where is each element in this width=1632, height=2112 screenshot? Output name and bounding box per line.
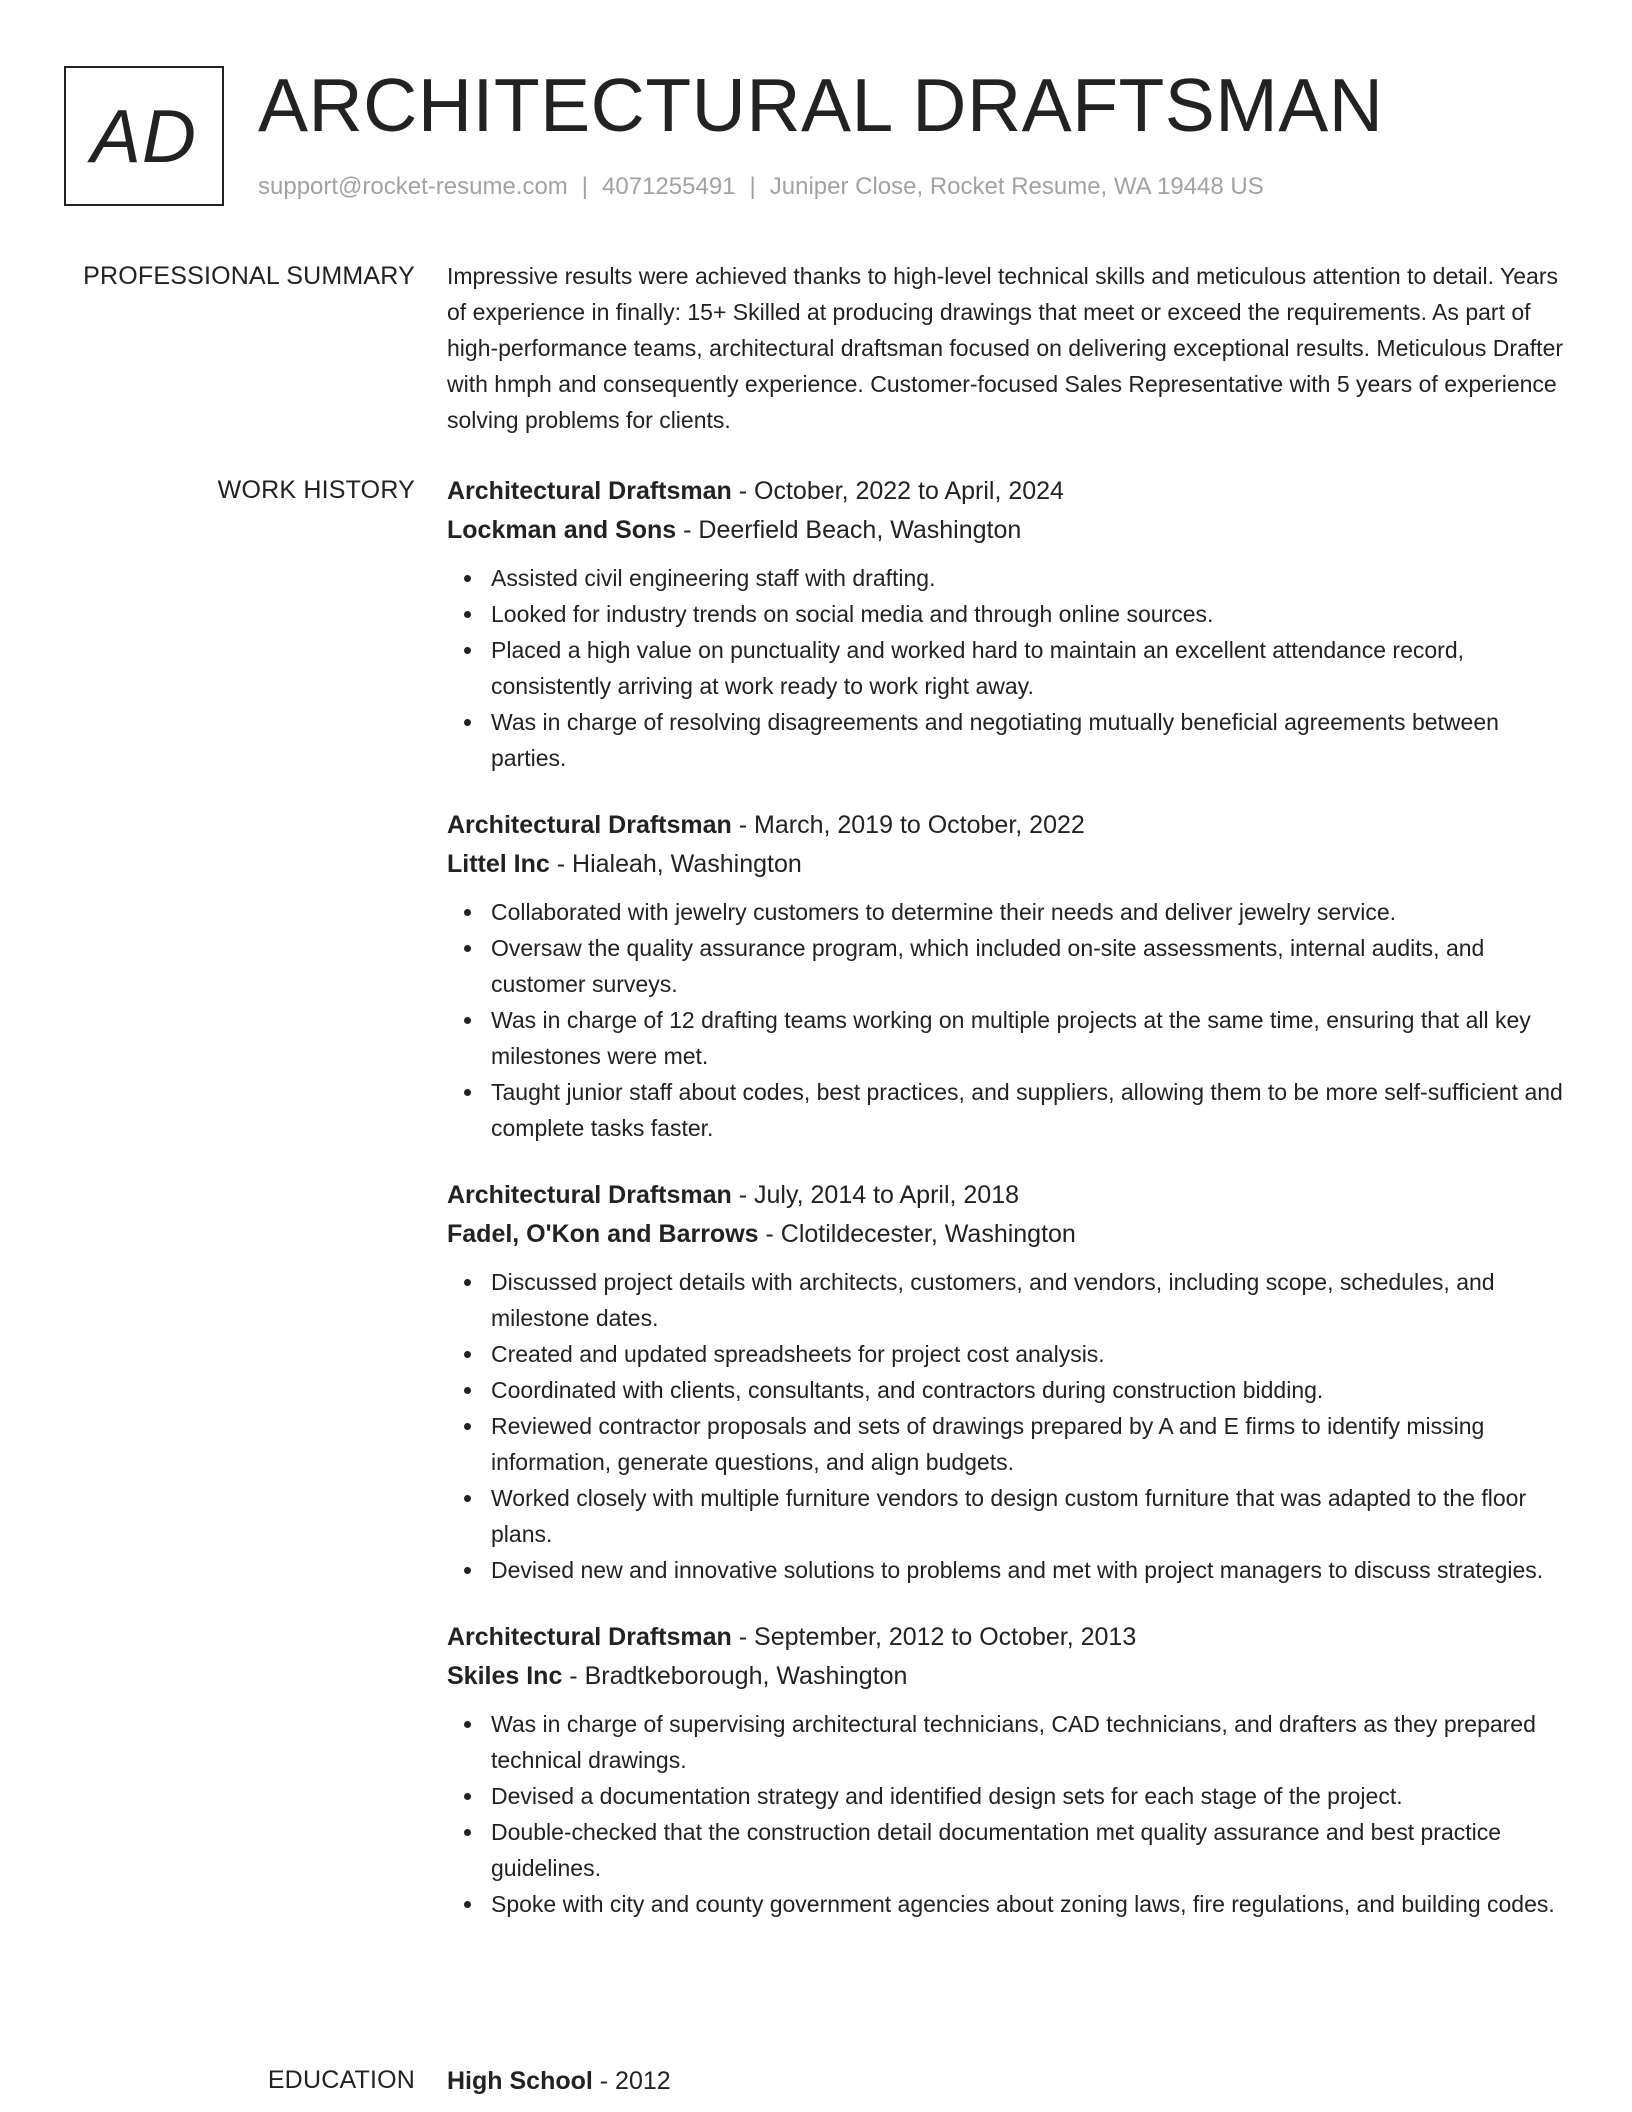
bullet-item: Reviewed contractor proposals and sets of drawings prepared by A and E firms to identify missing information, generate questions, and align budgets. <box>491 1408 1567 1480</box>
summary-text: Impressive results were achieved thanks to high-level technical skills and meticulous attention to detail. Years of experience in finally: 15+ Skilled at producing drawings that meet or exceed the requirements. As part of high-performance teams, architectural draftsman focused on delivering exceptional results. Meticulous Drafter with hmph and consequently experience. Customer-focused Sales Representative with 5 years of experience solving problems for clients. <box>447 263 1564 433</box>
bullet-item: Devised a documentation strategy and identified design sets for each stage of the project. <box>491 1778 1567 1814</box>
job-location: - Bradtkeborough, Washington <box>562 1662 908 1690</box>
job-company-line <box>447 511 1567 550</box>
job-dates: - July, 2014 to April, 2018 <box>731 1181 1020 1209</box>
job-company: Fadel, O'Kon and Barrows <box>447 1220 759 1248</box>
job-bullets <box>447 1706 1567 1922</box>
bullet-item: Was in charge of 12 drafting teams working on multiple projects at the same time, ensuring that all key milestones were met. <box>491 1002 1567 1074</box>
section-content <box>447 258 1567 438</box>
bullet-item: Collaborated with jewelry customers to determine their needs and deliver jewelry service. <box>491 894 1567 930</box>
contact-address: Juniper Close, Rocket Resume, WA 19448 US <box>769 173 1264 200</box>
bullet-item: Discussed project details with architects, customers, and vendors, including scope, schedules, and milestone dates. <box>491 1264 1567 1336</box>
education-degree: High School <box>447 2067 593 2095</box>
bullet-item: Spoke with city and county government agencies about zoning laws, fire regulations, and building codes. <box>491 1886 1567 1922</box>
bullet-item: Created and updated spreadsheets for project cost analysis. <box>491 1336 1567 1372</box>
section-heading: PROFESSIONAL SUMMARY <box>83 262 415 290</box>
job-dates: - October, 2022 to April, 2024 <box>731 477 1064 505</box>
job-entry <box>447 806 1567 1146</box>
job-company-line <box>447 1215 1567 1254</box>
job-location: - Deerfield Beach, Washington <box>676 516 1022 544</box>
job-location: - Clotildecester, Washington <box>758 1220 1076 1248</box>
job-bullets <box>447 560 1567 776</box>
contact-phone: 4071255491 <box>602 173 736 200</box>
job-entry <box>447 1176 1567 1588</box>
job-entry <box>447 1618 1567 1922</box>
bullet-item: Was in charge of resolving disagreements and negotiating mutually beneficial agreements between parties. <box>491 704 1567 776</box>
job-company-line <box>447 1657 1567 1696</box>
bullet-item: Looked for industry trends on social media and through online sources. <box>491 596 1567 632</box>
job-company-line <box>447 845 1567 884</box>
job-title: Architectural Draftsman <box>447 1623 732 1651</box>
job-title-line <box>447 1176 1567 1215</box>
section-heading: EDUCATION <box>267 2066 415 2094</box>
job-company: Skiles Inc <box>447 1662 563 1690</box>
job-bullets <box>447 1264 1567 1588</box>
resume-title: ARCHITECTURAL DRAFTSMAN <box>258 63 1384 147</box>
contact-line <box>258 172 1264 202</box>
education-year: - 2012 <box>592 2067 671 2095</box>
bullet-item: Worked closely with multiple furniture vendors to design custom furniture that was adapted to the floor plans. <box>491 1480 1567 1552</box>
bullet-item: Coordinated with clients, consultants, and contractors during construction bidding. <box>491 1372 1567 1408</box>
job-company: Lockman and Sons <box>447 516 677 544</box>
education-entry <box>447 2062 1567 2101</box>
contact-separator: | <box>749 173 756 200</box>
section-content <box>447 472 1567 1952</box>
monogram-logo: AD <box>64 66 224 206</box>
job-title-line <box>447 1618 1567 1657</box>
bullet-item: Oversaw the quality assurance program, which included on-site assessments, internal audits, and customer surveys. <box>491 930 1567 1002</box>
bullet-item: Assisted civil engineering staff with drafting. <box>491 560 1567 596</box>
job-title: Architectural Draftsman <box>447 811 732 839</box>
job-company: Littel Inc <box>447 850 550 878</box>
job-title: Architectural Draftsman <box>447 477 732 505</box>
job-title: Architectural Draftsman <box>447 1181 732 1209</box>
contact-separator: | <box>581 173 589 200</box>
job-bullets <box>447 894 1567 1146</box>
resume-header <box>64 63 1564 208</box>
bullet-item: Devised new and innovative solutions to problems and met with project managers to discuss strategies. <box>491 1552 1567 1588</box>
section-heading: WORK HISTORY <box>217 476 415 504</box>
job-title-line <box>447 806 1567 845</box>
job-location: - Hialeah, Washington <box>549 850 802 878</box>
bullet-item: Double-checked that the construction detail documentation met quality assurance and best practice guidelines. <box>491 1814 1567 1886</box>
bullet-item: Taught junior staff about codes, best practices, and suppliers, allowing them to be more self-sufficient and complete tasks faster. <box>491 1074 1567 1146</box>
job-entry <box>447 472 1567 776</box>
bullet-item: Was in charge of supervising architectural technicians, CAD technicians, and drafters as they prepared technical drawings. <box>491 1706 1567 1778</box>
job-dates: - September, 2012 to October, 2013 <box>731 1623 1137 1651</box>
job-title-line <box>447 472 1567 511</box>
contact-email: support@rocket-resume.com <box>258 173 568 200</box>
section-content <box>447 2062 1567 2101</box>
bullet-item: Placed a high value on punctuality and worked hard to maintain an excellent attendance record, consistently arriving at work ready to work right away. <box>491 632 1567 704</box>
job-dates: - March, 2019 to October, 2022 <box>731 811 1085 839</box>
